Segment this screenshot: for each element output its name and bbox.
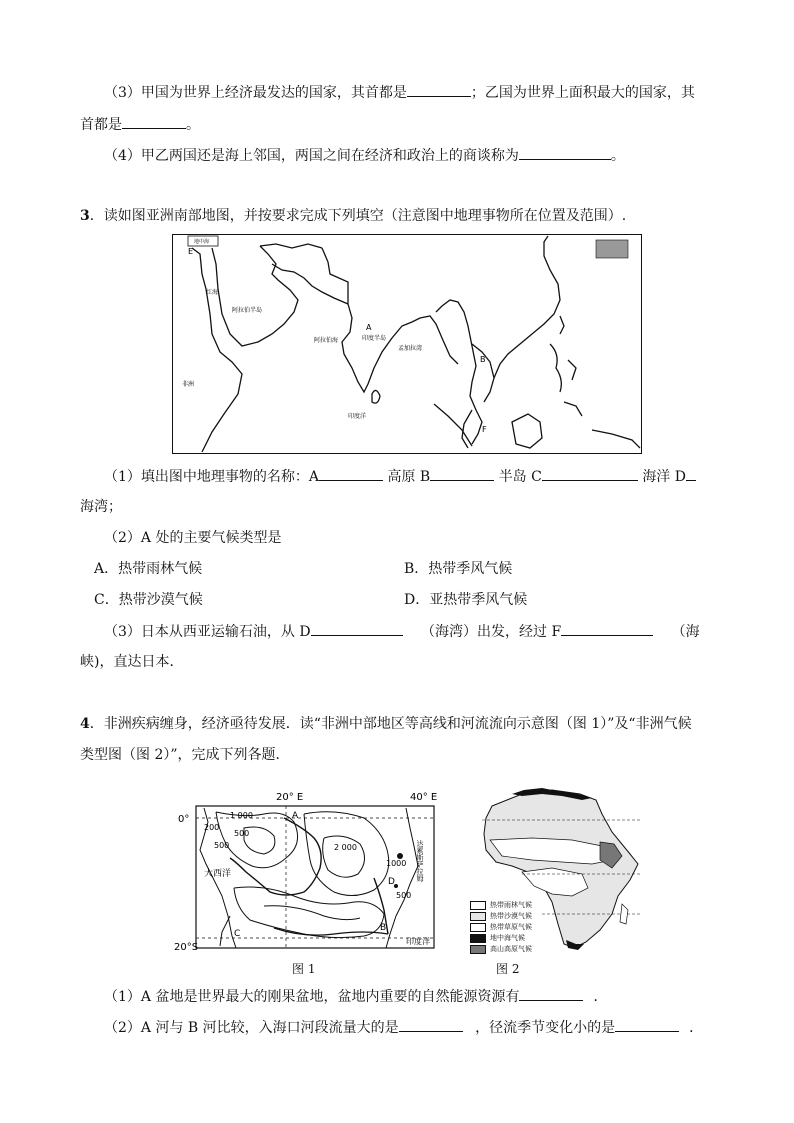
q4-stem-line2 — [80, 745, 290, 765]
map-label-arabian-sea: 阿拉伯海 — [314, 337, 339, 344]
q2-sub4-text: （4）甲乙两国还是海上邻国，两国之间在经济和政治上的商谈称为 — [104, 148, 519, 164]
fig2-legend-item — [470, 911, 570, 921]
fig1-label-dar: 达累斯萨拉姆 — [416, 840, 424, 882]
q3-option-A-text: A．热带雨林气候 — [94, 561, 203, 577]
q4-sub1-blank[interactable] — [519, 986, 583, 1001]
q3-sub3-blank1[interactable] — [311, 621, 403, 636]
q3-sub3-blank2[interactable] — [561, 621, 653, 636]
q3-sub1-a: （1）填出图中地理事物的名称：A — [104, 469, 320, 485]
q3-option-D[interactable] — [404, 590, 527, 610]
q3-sub1-d: 海洋 D — [642, 469, 686, 485]
q3-sub1-line2-text: 海湾； — [80, 499, 122, 515]
map-label-india: 印度半岛 — [362, 335, 387, 342]
q4-stem-line1 — [80, 714, 692, 734]
q3-option-B[interactable] — [404, 559, 512, 579]
map-label-arabia: 阿拉伯半岛 — [232, 307, 263, 314]
q4-sub2-blank1[interactable] — [399, 1017, 463, 1032]
fig2-legend-swatch — [470, 901, 486, 910]
q2-sub3-blank1[interactable] — [407, 82, 471, 97]
fig1-contour-500c: 500 — [396, 891, 412, 900]
q3-stem-text: ．读如图亚洲南部地图，并按要求完成下列填空（注意图中地理事物所在位置及范围）. — [89, 208, 627, 224]
q3-sub3-line2-text: 峡)，直达日本． — [80, 654, 184, 670]
q3-sub1-c: 半岛 C — [498, 469, 542, 485]
map-label-red-sea: 红海 — [206, 289, 219, 296]
q2-sub3-text1: （3）甲国为世界上经济最发达的国家，其首都是 — [104, 85, 407, 101]
fig1-label-atlantic: 大西洋 — [204, 869, 232, 879]
q4-sub2-end: ． — [689, 1020, 704, 1036]
fig1-contour-500a: 500 — [234, 829, 250, 838]
fig2-legend-item — [470, 933, 570, 943]
q3-option-B-text: B．热带季风气候 — [404, 561, 513, 577]
map-label-indian-ocean: 印度洋 — [348, 413, 367, 420]
fig2-legend-label: 热带草原气候 — [490, 923, 532, 931]
fig1-contour-200: 200 — [204, 823, 220, 832]
q2-sub3-text3: 首都是 — [80, 117, 122, 133]
fig1-contour-1000a: 1 000 — [230, 811, 253, 820]
map-label-E: E — [188, 247, 194, 256]
fig2-legend-swatch — [470, 912, 486, 921]
fig1-label-A: A — [292, 811, 299, 821]
q3-sub3-line1 — [104, 621, 700, 642]
q3-sub1-b: 高原 B — [387, 469, 431, 485]
q4-sub2-a: （2）A 河与 B 河比较，入海口河段流量大的是 — [104, 1020, 399, 1036]
fig2-caption: 图 2 — [496, 962, 520, 976]
fig2-legend-swatch — [470, 923, 486, 932]
q3-blank-C[interactable] — [542, 466, 638, 481]
q4-sub2-b: ，径流季节变化小的是 — [475, 1020, 616, 1036]
q2-sub4-blank[interactable] — [519, 145, 611, 160]
fig2-legend-label: 热带沙漠气候 — [490, 912, 532, 920]
q2-sub3-blank2[interactable] — [122, 114, 186, 129]
q3-sub3-a: （3）日本从西亚运输石油，从 D — [104, 624, 311, 640]
fig1-lat20s: 20°S — [174, 942, 199, 953]
fig1-label-B: B — [380, 923, 387, 933]
map-label-A: A — [366, 323, 372, 332]
south-asia-map — [172, 234, 642, 454]
fig2-legend-label: 高山高原气候 — [490, 945, 532, 953]
map-label-B: B — [480, 355, 486, 364]
q2-sub3-text2: ；乙国为世界上面积最大的国家，其 — [470, 85, 695, 101]
map-label-F: F — [482, 425, 487, 434]
q2-sub4-end: 。 — [610, 148, 625, 164]
q3-stem — [80, 206, 626, 226]
q3-sub3-b: （海湾）出发，经过 F — [421, 624, 562, 640]
q3-option-C[interactable] — [94, 590, 203, 610]
q4-sub1-text: （1）A 盆地是世界最大的刚果盆地，盆地内重要的自然能源资源有 — [104, 989, 520, 1005]
q3-blank-A[interactable] — [319, 466, 383, 481]
fig2-legend-swatch — [470, 934, 486, 943]
q2-sub4-line — [104, 145, 625, 166]
q2-sub3-end: 。 — [186, 117, 200, 133]
fig1-label-C: C — [234, 929, 241, 939]
q3-sub2-text: （2）A 处的主要气候类型是 — [104, 530, 282, 546]
fig1-lat0: 0° — [178, 814, 190, 825]
q2-sub3-line2 — [80, 114, 200, 135]
q4-stem-text2: 类型图（图 2）”，完成下列各题． — [80, 747, 290, 763]
q3-sub3-c: （海 — [671, 624, 700, 640]
fig1-label-D: D — [388, 877, 395, 887]
q2-sub3-line1 — [104, 82, 695, 103]
q4-sub2 — [104, 1017, 703, 1038]
central-africa-contour-map — [174, 788, 446, 974]
fig2-legend-swatch — [470, 945, 486, 954]
q3-number: 3 — [80, 208, 90, 224]
q4-sub2-blank2[interactable] — [615, 1017, 679, 1032]
fig2-legend-item — [470, 900, 570, 910]
fig2-legend — [470, 900, 570, 958]
q4-sub1-end: ． — [593, 989, 608, 1005]
q3-option-A[interactable] — [94, 559, 202, 579]
map-label-africa: 非洲 — [182, 381, 195, 388]
fig1-contour-500b: 500 — [214, 841, 230, 850]
q3-blank-D[interactable] — [686, 466, 696, 481]
fig1-caption: 图 1 — [292, 962, 316, 976]
map-label-bay-bengal: 孟加拉湾 — [398, 345, 423, 352]
q4-number: 4 — [80, 716, 90, 732]
q3-sub2 — [104, 528, 281, 548]
fig1-label-indian: 印度洋 — [406, 937, 430, 946]
fig1-lon40: 40° E — [410, 792, 438, 803]
fig2-legend-label: 地中海气候 — [490, 934, 525, 942]
q3-option-C-text: C．热带沙漠气候 — [94, 592, 203, 608]
q3-sub1-line1 — [104, 466, 696, 487]
fig2-legend-item — [470, 944, 570, 954]
fig1-contour-2000: 2 000 — [334, 843, 357, 852]
q4-sub1 — [104, 986, 607, 1007]
q3-option-D-text: D．亚热带季风气候 — [404, 592, 528, 608]
fig1-lon20: 20° E — [276, 792, 304, 803]
fig1-contour-1000b: 1000 — [386, 859, 407, 868]
q3-sub1-line2 — [80, 497, 122, 517]
fig2-legend-label: 热带雨林气候 — [490, 901, 532, 909]
q4-stem-text1: ．非洲疾病缠身，经济亟待发展．读“非洲中部地区等高线和河流流向示意图（图 1）”及“非洲气候 — [89, 716, 692, 732]
map-label-mediterranean: 地中海 — [194, 239, 210, 245]
q3-blank-B[interactable] — [430, 466, 494, 481]
q3-sub3-line2 — [80, 652, 183, 672]
fig2-legend-item — [470, 922, 570, 932]
